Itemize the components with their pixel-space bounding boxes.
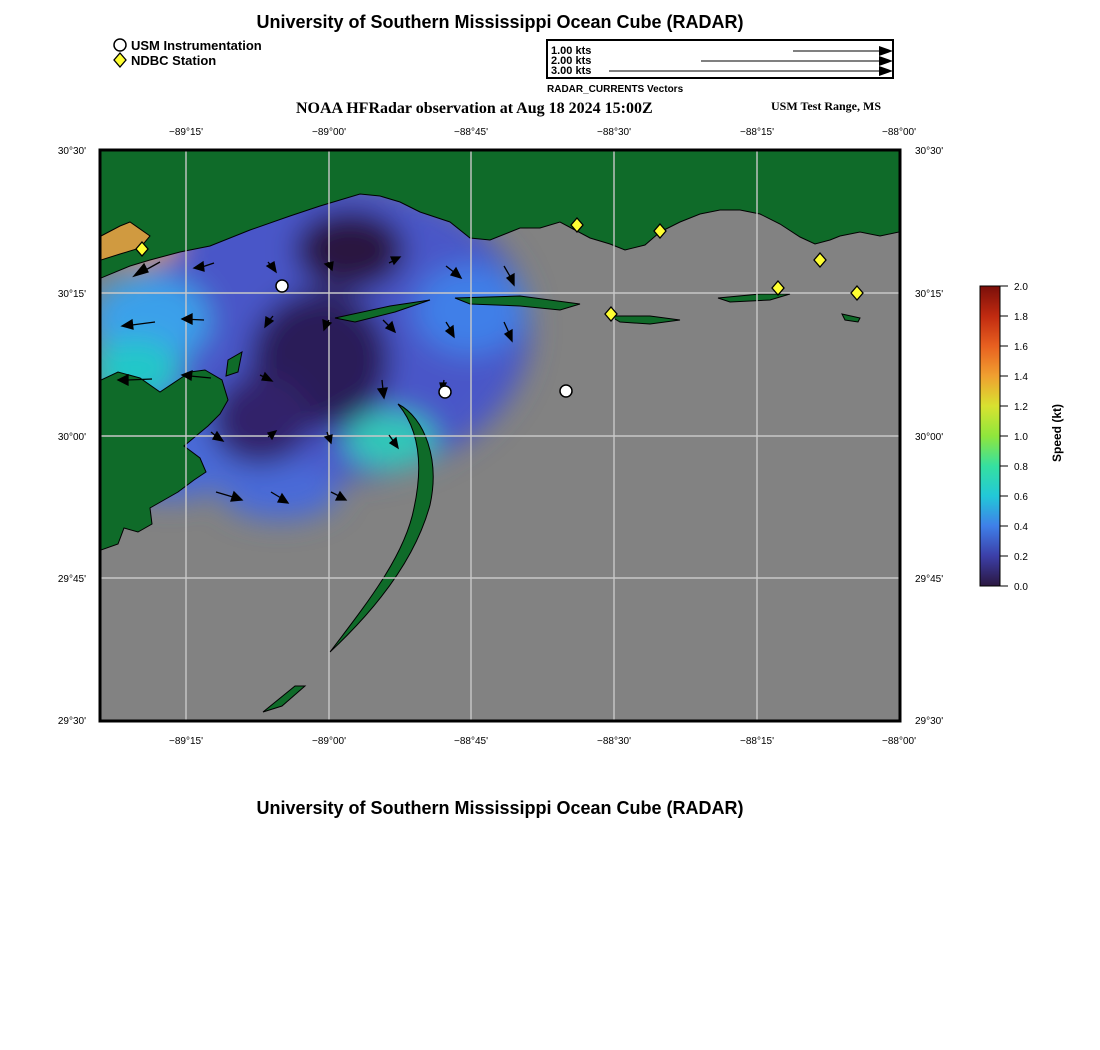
usm-instrument-marker (439, 386, 451, 398)
colorbar-tick-label: 0.2 (1014, 552, 1028, 563)
y-tick-label: 30°00' (915, 432, 944, 443)
colorbar-tick-label: 2.0 (1014, 282, 1028, 293)
x-tick-label: −88°30' (597, 736, 631, 747)
x-tick-label: −88°00' (882, 736, 916, 747)
y-tick-label: 30°30' (915, 146, 944, 157)
x-tick-label: −89°00' (312, 736, 346, 747)
usm-instrument-marker (276, 280, 288, 292)
colorbar-tick-label: 1.0 (1014, 432, 1028, 443)
x-tick-label: −88°45' (454, 736, 488, 747)
y-tick-label: 29°30' (915, 716, 944, 727)
y-tick-label: 29°30' (57, 716, 86, 727)
vector-scale-caption: RADAR_CURRENTS Vectors (547, 84, 684, 95)
colorbar-tick-label: 0.4 (1014, 522, 1028, 533)
x-tick-labels-bottom (169, 736, 916, 747)
vector-scale-row-2: 2.00 kts (551, 55, 592, 67)
legend-label-usm: USM Instrumentation (131, 37, 262, 53)
y-tick-label: 29°45' (57, 574, 86, 585)
x-tick-label: −88°15' (740, 736, 774, 747)
y-tick-label: 30°00' (57, 432, 86, 443)
x-tick-label: −89°15' (169, 736, 203, 747)
x-tick-label: −88°45' (454, 127, 488, 138)
vector-scale-row-1: 1.00 kts (551, 45, 592, 57)
colorbar-tick-label: 0.8 (1014, 462, 1028, 473)
colorbar-tick-label: 1.6 (1014, 342, 1028, 353)
vector-scale-row-3: 3.00 kts (551, 65, 592, 77)
x-tick-label: −89°15' (169, 127, 203, 138)
x-tick-label: −88°30' (597, 127, 631, 138)
colorbar-tick-label: 1.4 (1014, 372, 1028, 383)
page-title: University of Southern Mississippi Ocean Cube (RADAR) (256, 12, 744, 32)
y-tick-label: 30°30' (57, 146, 86, 157)
x-tick-label: −88°15' (740, 127, 774, 138)
x-tick-label: −89°00' (312, 127, 346, 138)
usm-instrument-marker (560, 385, 572, 397)
colorbar-tick-label: 0.6 (1014, 492, 1028, 503)
y-tick-label: 30°15' (57, 289, 86, 300)
y-tick-label: 29°45' (915, 574, 944, 585)
colorbar-tick-label: 1.2 (1014, 402, 1028, 413)
colorbar-title: Speed (kt) (1050, 404, 1064, 463)
x-tick-label: −88°00' (882, 127, 916, 138)
observation-title: NOAA HFRadar observation at Aug 18 2024 15:00Z (296, 100, 653, 117)
colorbar-ticks (1000, 286, 1008, 586)
range-label: USM Test Range, MS (771, 99, 882, 113)
colorbar (980, 286, 1000, 586)
colorbar-tick-label: 1.8 (1014, 312, 1028, 323)
y-tick-label: 30°15' (915, 289, 944, 300)
legend-label-ndbc: NDBC Station (131, 52, 217, 68)
x-tick-labels-top (169, 127, 916, 138)
y-tick-labels-left (58, 146, 86, 727)
colorbar-tick-label: 0.0 (1014, 582, 1028, 593)
colorbar-tick-labels (1014, 282, 1028, 593)
y-tick-labels-right (915, 146, 943, 727)
footer-title: University of Southern Mississippi Ocean Cube (RADAR) (256, 798, 744, 818)
